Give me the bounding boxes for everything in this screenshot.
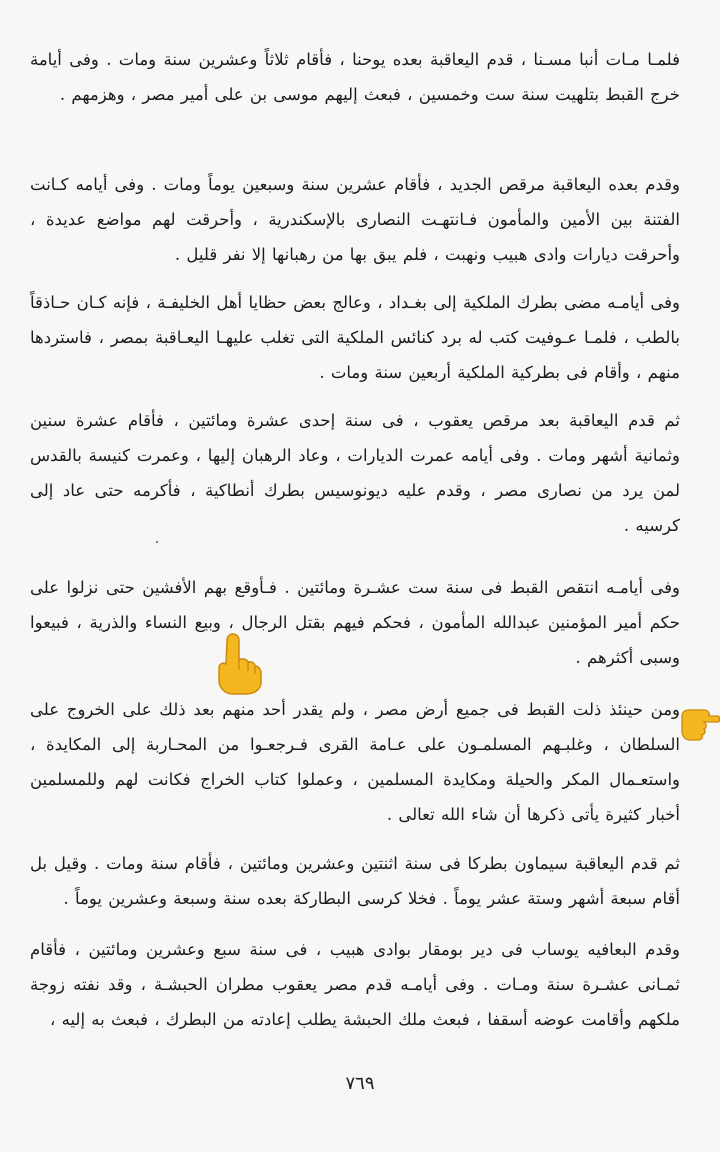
paragraph-3: وفى أيامـه مضى بطرك الملكية إلى بغـداد ، وعالج بعض حظايا أهل الخليفـة ، فإنه كـان حـاذقاً بالطب ، فلمـا عـوفيت كتب له برد كنائس الملكية التى تغلب عليهـا اليعـاقبة بمصر ، فاستردها منهم ، وأقام فى بطركية الملكية أربعين سنة ومات . — [30, 293, 680, 382]
paragraph-5: وفى أيامـه انتقص القبط فى سنة ست عشـرة ومائتين . فـأوقع بهم الأفشين حتى نزلوا على حكم أمير المؤمنين عبدالله المأمون ، فحكم فيهم بقتل الرجال ، وبيع النساء والذرية ، فبيعوا وسبى أكثرهم . — [30, 578, 680, 667]
paragraph-8: وقدم البعافيه يوساب فى دير بومقار بوادى هبيب ، فى سنة سبع وعشرين ومائتين ، فأقام ثمـانى عشـرة سنة ومـات . وفى أيامـه قدم مصر يعقوب مطران الحبشـة ، وقد نفته زوجة ملكهم وأقامت عوضه أسقفا ، فبعث ملك الحبشة يطلب إعادته من البطرك ، فبعث به إليه ، — [30, 940, 680, 1029]
paragraph-1: فلمـا مـات أنبا مسـنا ، قدم اليعاقبة بعده يوحنا ، فأقام ثلاثاً وعشرين سنة ومات . وفى أيامة خرج القبط بتلهيت سنة ست وخمسين ، فبعث إليهم موسى بن على أمير مصر ، وهزمهم . — [30, 50, 680, 104]
paragraph-2: وقدم بعده اليعاقبة مرقص الجديد ، فأقام عشرين سنة وسبعين يوماً ومات . وفى أيامه كـانت الفتنة بين الأمين والمأمون فـانتهـت النصارى بالإسكندرية ، وأحرقت لهم مواضع عديدة ، وأحرقت ديارات وادى هبيب ونهبت ، فلم يبق بها من رهبانها إلا نفر قليل . — [30, 175, 680, 264]
paragraph-7: ثم قدم اليعاقبة سيماون بطركا فى سنة اثنتين وعشرين ومائتين ، فأقام سنة ومات . وقيل بل أقام سبعة أشهر وستة عشر يوماً . فخلا كرسى البطاركة بعده سنة وسبعة وعشرين يوماً . — [30, 854, 680, 908]
paragraph-4: ثم قدم اليعاقبة بعد مرقص يعقوب ، فى سنة إحدى عشرة ومائتين ، فأقام عشرة سنين وثمانية أشهر ومات . وفى أيامه عمرت الديارات ، وعاد الرهبان إليها ، وعمرت كنيسة بالقدس لمن يرد من نصارى مصر ، وقدم عليه ديونوسيس بطرك أنطاكية ، فأكرمه حتى عاد إلى كرسيه . — [30, 411, 680, 535]
stray-dot — [156, 541, 158, 543]
hand-pointing-right-icon — [680, 700, 720, 744]
page-number: ٧٦٩ — [345, 1073, 375, 1094]
paragraph-6: ومن حينئذ ذلت القبط فى جميع أرض مصر ، ولم يقدر أحد منهم بعد ذلك على الخروج على السلطان ، وغلبـهم المسلمـون على عـامة القرى فـرجعـوا من المحـاربة إلى المكايدة ، واستعـمال المكر والحيلة ومكايدة المسلمين ، وعملوا كتاب الخراج فكانت لهم وللمسلمين أخبار كثيرة يأتى ذكرها أن شاء الله تعالى . — [30, 700, 680, 824]
hand-pointing-up-icon — [211, 630, 263, 696]
